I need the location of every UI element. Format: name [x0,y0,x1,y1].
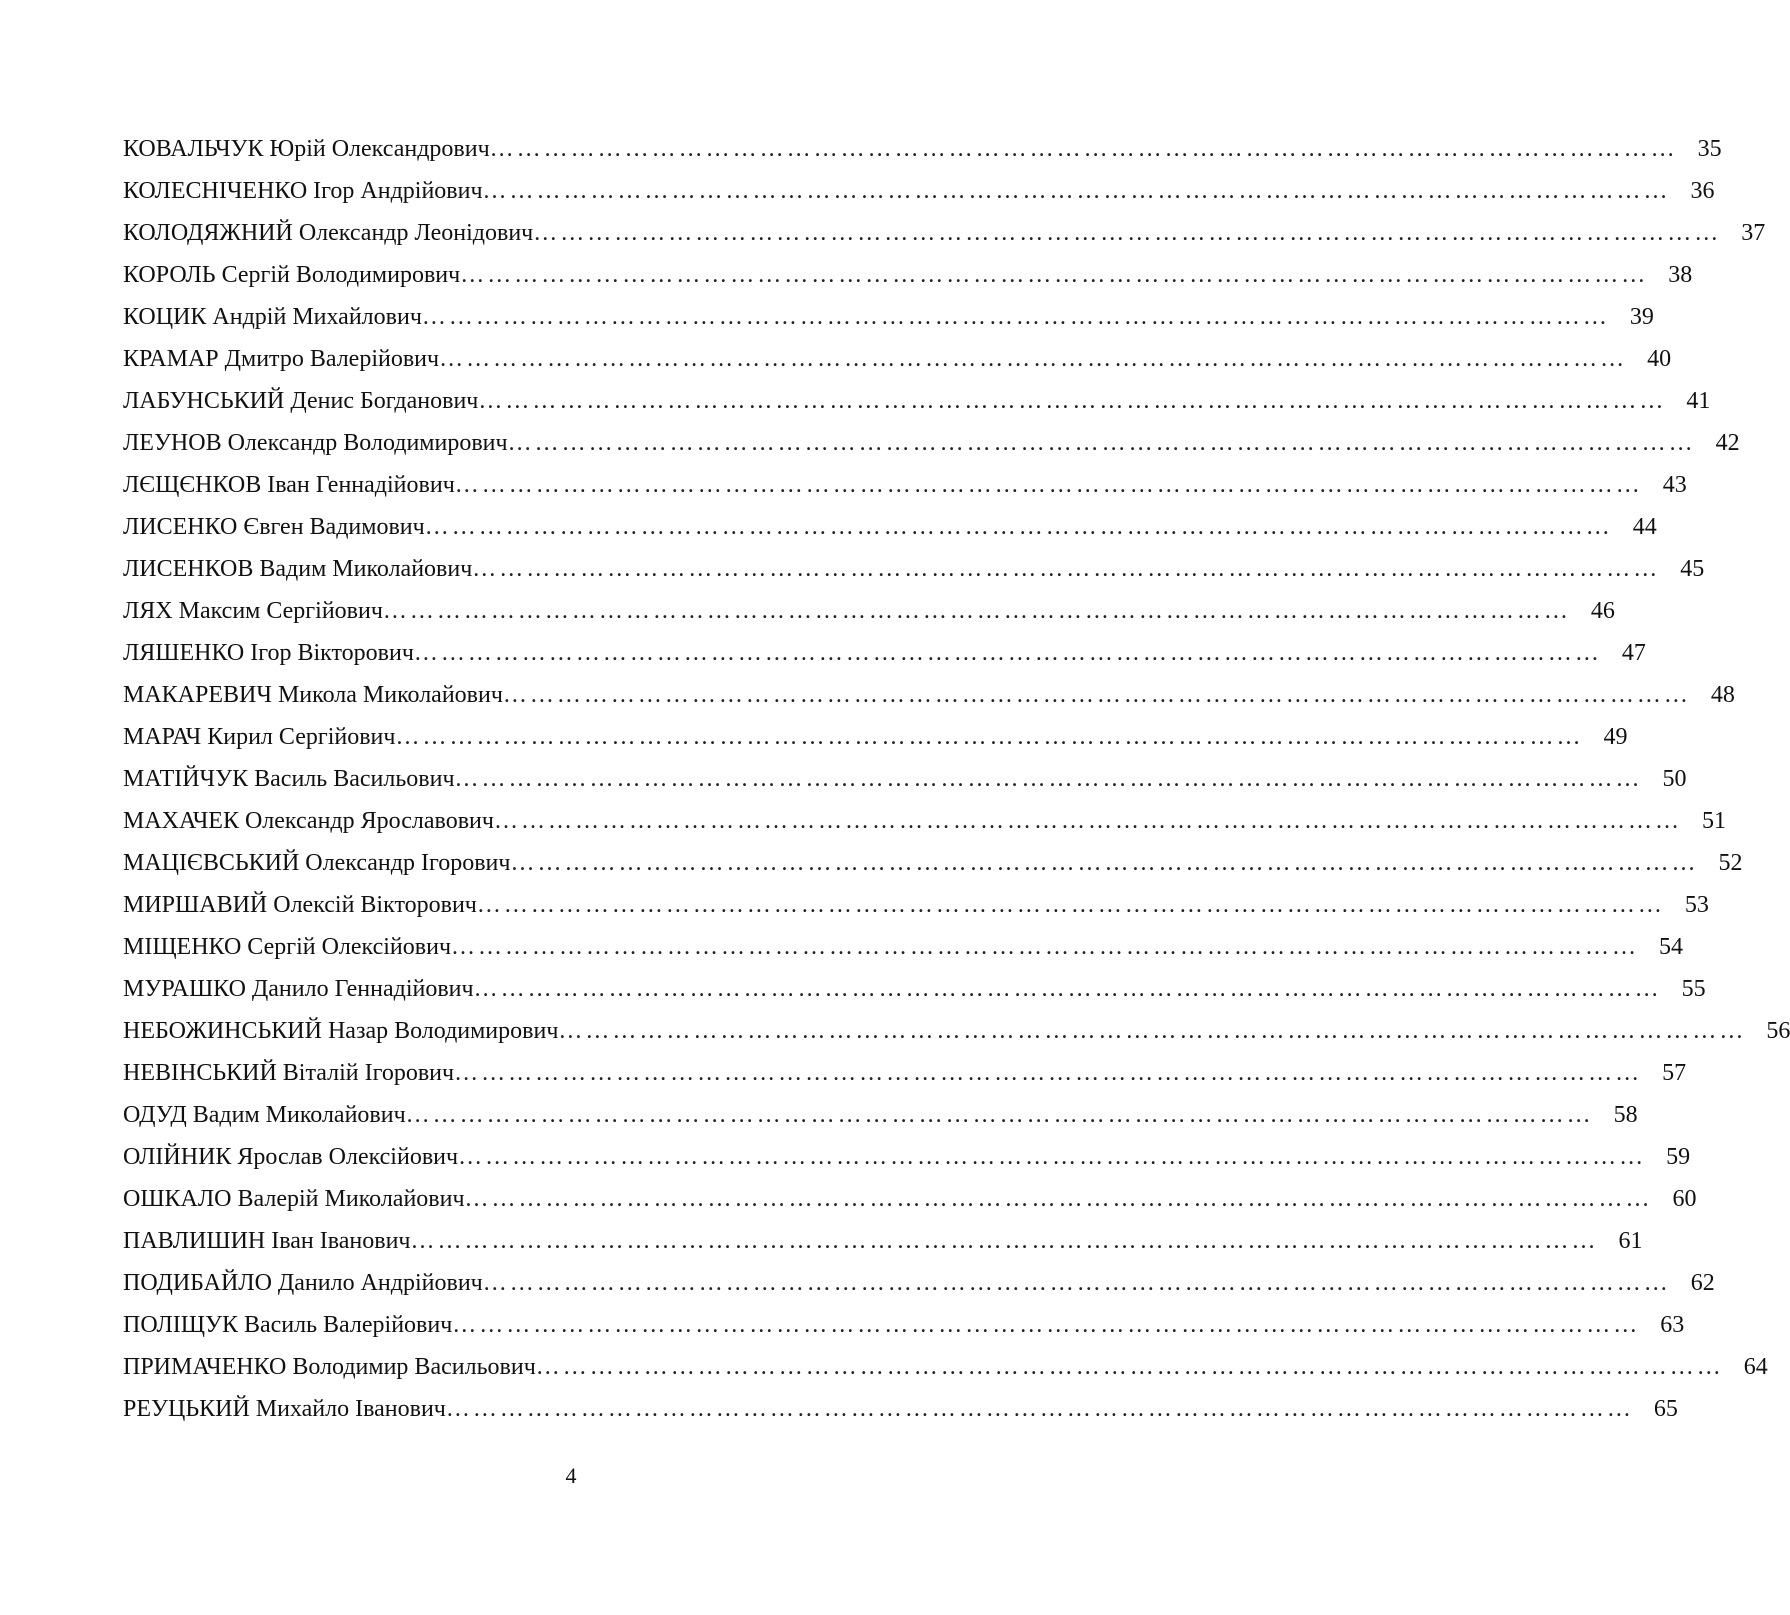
toc-entry[interactable] [123,212,1766,254]
entry-name: ОШКАЛО Валерій Миколайович [123,1186,465,1212]
entry-name: КРАМАР Дмитро Валерійович [123,346,440,372]
entry-page-number: 49 [1603,724,1628,750]
entry-name: ПОДИБАЙЛО Данило Андрійович [123,1270,483,1296]
dot-leader: …………………………………………………………………………………………………………………… [445,1396,1634,1422]
entry-page-number: 55 [1681,976,1706,1002]
entry-page-number: 40 [1647,346,1672,372]
entry-name: ЛЕУНОВ Олександр Володимирович [123,430,508,456]
toc-entry[interactable] [123,1052,1687,1094]
entry-page-number: 57 [1662,1060,1687,1086]
toc-entry[interactable] [123,1388,1678,1430]
entry-page-number: 44 [1632,514,1657,540]
page-number: 4 [565,1463,577,1488]
toc-entry[interactable] [123,128,1722,170]
entry-name: ОДУД Вадим Миколайович [123,1102,406,1128]
entry-page-number: 64 [1743,1354,1768,1380]
entry-name: НЕВІНСЬКИЙ Віталій Ігорович [123,1060,455,1086]
entry-page-number: 42 [1715,430,1740,456]
toc-entry[interactable] [123,1178,1697,1220]
entry-name: МАЦІЄВСЬКИЙ Олександр Ігорович [123,850,511,876]
toc-entry[interactable] [123,254,1693,296]
entry-page-number: 61 [1618,1228,1643,1254]
entry-page-number: 59 [1666,1144,1691,1170]
entry-page-number: 45 [1680,556,1705,582]
entry-page-number: 47 [1621,640,1646,666]
toc-entry[interactable] [123,884,1709,926]
entry-name: МИРШАВИЙ Олексій Вікторович [123,892,477,918]
entry-name: ЛЄЩЄНКОВ Іван Геннадійович [123,472,455,498]
toc-entry[interactable] [123,716,1628,758]
entry-name: МІЩЕНКО Сергій Олексійович [123,934,452,960]
dot-leader: …………………………………………………………………………………………………………………… [482,178,1671,204]
entry-page-number: 54 [1659,934,1684,960]
dot-leader: …………………………………………………………………………………………………………………… [458,1144,1647,1170]
toc-entry[interactable] [123,842,1743,884]
entry-name: ПРИМАЧЕНКО Володимир Васильович [123,1354,536,1380]
dot-leader: …………………………………………………………………………………………………………………… [454,1060,1643,1086]
entry-name: ЛИСЕНКО Євген Вадимович [123,514,425,540]
entry-page-number: 46 [1590,598,1615,624]
toc-entry[interactable] [123,632,1646,674]
entry-name: ОЛІЙНИК Ярослав Олексійович [123,1144,459,1170]
entry-page-number: 65 [1653,1396,1678,1422]
dot-leader: …………………………………………………………………………………………………………………… [421,304,1610,330]
toc-entry[interactable] [123,506,1657,548]
entry-name: КОРОЛЬ Сергій Володимирович [123,262,461,288]
entry-name: ЛЯШЕНКО Ігор Вікторович [123,640,414,666]
toc-entry[interactable] [123,1346,1768,1388]
entry-name: ЛЯХ Максим Сергійович [123,598,383,624]
dot-leader: …………………………………………………………………………………………………………………… [476,892,1665,918]
toc-entry[interactable] [123,1220,1643,1262]
dot-leader: …………………………………………………………………………………………………………………… [454,472,1643,498]
entry-name: ПАВЛИШИН Іван Іванович [123,1228,411,1254]
entry-page-number: 37 [1741,220,1766,246]
entry-page-number: 43 [1662,472,1687,498]
entry-page-number: 62 [1690,1270,1715,1296]
toc-entry[interactable] [123,338,1672,380]
toc-entry[interactable] [123,422,1740,464]
entry-page-number: 36 [1690,178,1715,204]
entry-name: МУРАШКО Данило Геннадійович [123,976,474,1002]
dot-leader: …………………………………………………………………………………………………………………… [410,1228,1599,1254]
toc-entry[interactable] [123,1136,1691,1178]
toc-entry[interactable] [123,968,1706,1010]
entry-page-number: 48 [1710,682,1735,708]
dot-leader: …………………………………………………………………………………………………………………… [451,934,1640,960]
entry-page-number: 35 [1697,136,1722,162]
entry-page-number: 53 [1684,892,1709,918]
toc-entry[interactable] [123,464,1687,506]
entry-page-number: 56 [1766,1018,1790,1044]
dot-leader: …………………………………………………………………………………………………………………… [460,262,1649,288]
dot-leader: …………………………………………………………………………………………………………………… [439,346,1628,372]
entry-page-number: 51 [1701,808,1726,834]
toc-entry[interactable] [123,1262,1715,1304]
toc-entry[interactable] [123,926,1684,968]
entry-name: ЛАБУНСЬКИЙ Денис Богданович [123,388,479,414]
entry-name: МАРАЧ Кирил Сергійович [123,724,396,750]
dot-leader: …………………………………………………………………………………………………………………… [452,1312,1641,1338]
entry-page-number: 52 [1718,850,1743,876]
entry-name: КОЛЕСНІЧЕНКО Ігор Андрійович [123,178,483,204]
dot-leader: …………………………………………………………………………………………………………………… [472,556,1661,582]
entry-name: ЛИСЕНКОВ Вадим Миколайович [123,556,473,582]
dot-leader: …………………………………………………………………………………………………………………… [493,808,1682,834]
dot-leader: …………………………………………………………………………………………………………………… [507,430,1696,456]
toc-entry[interactable] [123,590,1615,632]
entry-page-number: 39 [1629,304,1654,330]
dot-leader: …………………………………………………………………………………………………………………… [473,976,1662,1002]
toc-entry[interactable] [123,758,1687,800]
dot-leader: …………………………………………………………………………………………………………………… [482,1270,1671,1296]
entry-name: МАТІЙЧУК Василь Васильович [123,766,455,792]
entry-name: НЕБОЖИНСЬКИЙ Назар Володимирович [123,1018,559,1044]
toc-entry[interactable] [123,380,1711,422]
dot-leader: …………………………………………………………………………………………………………………… [533,220,1722,246]
table-of-contents [123,128,1790,1430]
toc-entry[interactable] [123,1094,1638,1136]
dot-leader: …………………………………………………………………………………………………………………… [424,514,1613,540]
entry-name: РЕУЦЬКИЙ Михайло Іванович [123,1396,446,1422]
entry-page-number: 60 [1672,1186,1697,1212]
dot-leader: …………………………………………………………………………………………………………………… [478,388,1667,414]
toc-entry[interactable] [123,548,1705,590]
toc-entry[interactable] [123,800,1726,842]
dot-leader: …………………………………………………………………………………………………………………… [395,724,1584,750]
toc-entry[interactable] [123,296,1654,338]
entry-name: КОЛОДЯЖНИЙ Олександр Леонідович [123,220,534,246]
dot-leader: …………………………………………………………………………………………………………………… [405,1102,1594,1128]
entry-name: МАКАРЕВИЧ Микола Миколайович [123,682,503,708]
dot-leader: …………………………………………………………………………………………………………………… [464,1186,1653,1212]
dot-leader: …………………………………………………………………………………………………………………… [535,1354,1724,1380]
toc-entry[interactable] [123,170,1715,212]
dot-leader: …………………………………………………………………………………………………………………… [413,640,1602,666]
entry-page-number: 58 [1613,1102,1638,1128]
toc-entry[interactable] [123,1010,1790,1052]
dot-leader: …………………………………………………………………………………………………………………… [502,682,1691,708]
dot-leader: …………………………………………………………………………………………………………………… [489,136,1678,162]
entry-name: ПОЛІЩУК Василь Валерійович [123,1312,453,1338]
entry-page-number: 41 [1686,388,1711,414]
dot-leader: …………………………………………………………………………………………………………………… [558,1018,1747,1044]
entry-page-number: 50 [1662,766,1687,792]
toc-entry[interactable] [123,1304,1685,1346]
entry-name: КОВАЛЬЧУК Юрій Олександрович [123,136,490,162]
dot-leader: …………………………………………………………………………………………………………………… [510,850,1699,876]
entry-name: МАХАЧЕК Олександр Ярославович [123,808,494,834]
entry-name: КОЦИК Андрій Михайлович [123,304,422,330]
entry-page-number: 63 [1660,1312,1685,1338]
entry-page-number: 38 [1668,262,1693,288]
toc-entry[interactable] [123,674,1735,716]
dot-leader: …………………………………………………………………………………………………………………… [454,766,1643,792]
dot-leader: …………………………………………………………………………………………………………………… [382,598,1571,624]
